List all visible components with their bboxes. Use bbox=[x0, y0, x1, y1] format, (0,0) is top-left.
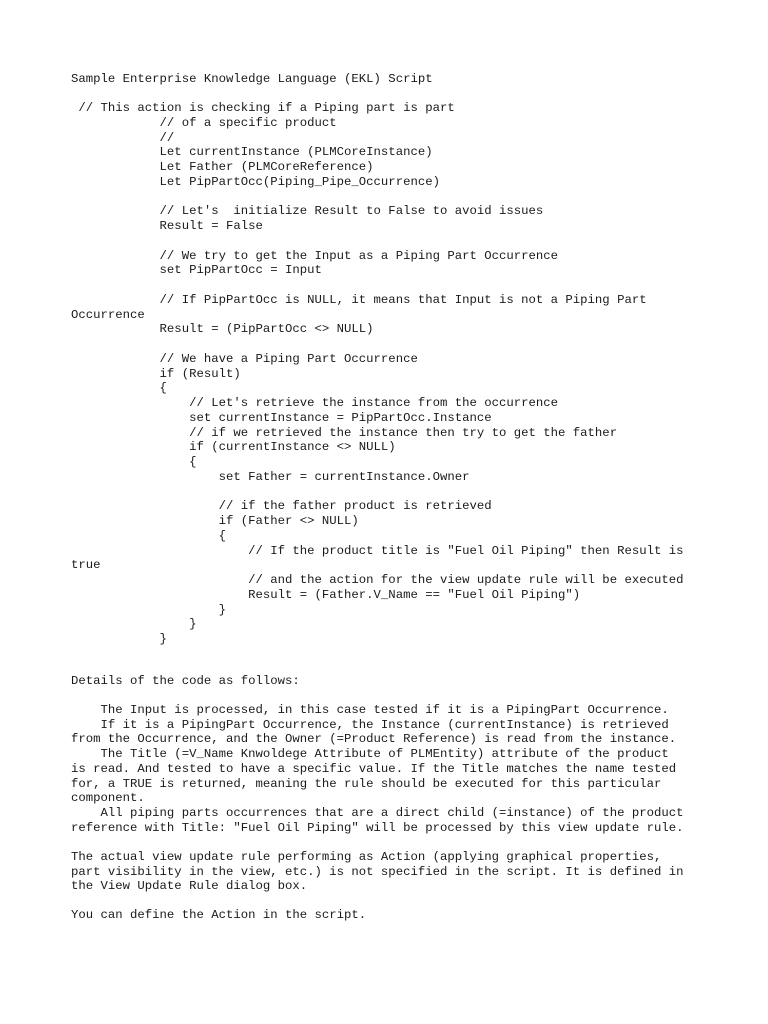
define-action-paragraph: You can define the Action in the script. bbox=[71, 908, 367, 922]
ekl-code-block: // This action is checking if a Piping part is part // of a specific product // Let currentInstance (PLMCoreInstance) Let Father (PLMCoreReference) Let PipPartOcc(Piping_Pipe_Occurrence) // Let's initialize Result to False to avoid issues Result = False // We try to get the Input as a Piping Part Occurrence set PipPartOcc = Input // If PipPartOcc is NULL, it means that Input is not a Piping Part Occurrence Result = (PipPartOcc <> NULL) // We have a Piping Part Occurrence if (Result) { // Let's retrieve the instance from the occurrence set currentInstance = PipPartOcc.Instance // if we retrieved the instance then try to get the father if (currentInstance <> NULL) { set Father = currentInstance.Owner // if the father product is retrieved if (Father <> NULL) { // If the product title is "Fuel Oil Piping" then Result is true // and the action for the view update rule will be executed Result = (Father.V_Name == "Fuel Oil Piping") } } } bbox=[71, 101, 684, 646]
document-title: Sample Enterprise Knowledge Language (EKL) Script bbox=[71, 72, 433, 86]
details-paragraph: The Input is processed, in this case tested if it is a PipingPart Occurrence. If it is a PipingPart Occurrence, the Instance (currentInstance) is retrieved from the Occurrence, and the Owner (=Product Reference) is read from the instance. The Title (=V_Name Knwoldege Attribute of PLMEntity) attribute of the product is read. And tested to have a specific value. If the Title matches the name tested for, a TRUE is returned, meaning the rule should be executed for this particular component. All piping parts occurrences that are a direct child (=instance) of the product reference with Title: "Fuel Oil Piping" will be processed by this view update rule. bbox=[71, 703, 684, 835]
action-paragraph: The actual view update rule performing as Action (applying graphical properties, part visibility in the view, etc.) is not specified in the script. It is defined in the View Update Rule dialog box. bbox=[71, 850, 684, 894]
details-heading: Details of the code as follows: bbox=[71, 674, 300, 688]
